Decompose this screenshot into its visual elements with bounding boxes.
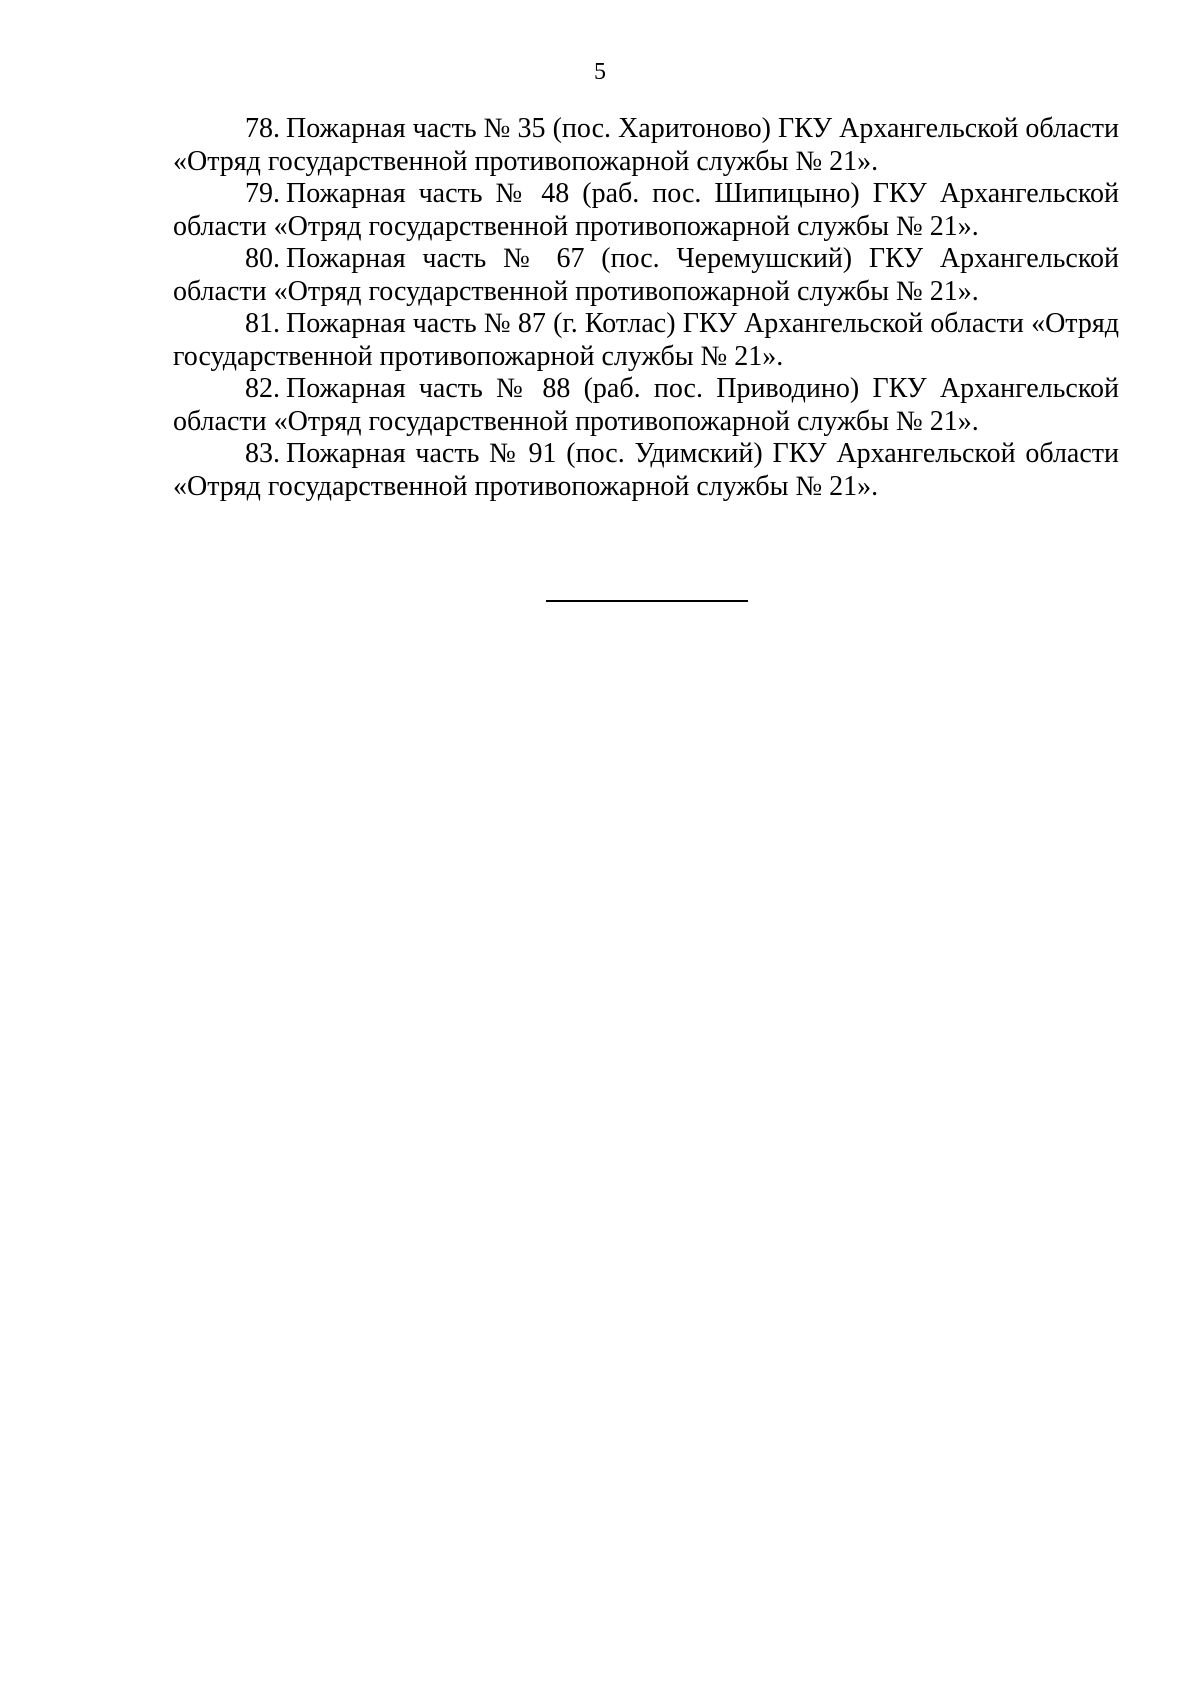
item-text: Пожарная часть № 48 (раб. пос. Шипицыно) ГКУ Архангельской области «Отряд государственной противопожарной службы № 21». xyxy=(173,178,1119,242)
list-item xyxy=(173,243,1119,308)
item-number: 79. xyxy=(245,178,280,209)
item-number: 81. xyxy=(245,308,280,339)
list-item xyxy=(173,308,1119,373)
list-item xyxy=(173,113,1119,178)
page-number: 5 xyxy=(594,59,606,85)
end-divider-line xyxy=(546,600,748,602)
list-item xyxy=(173,438,1119,503)
list-item xyxy=(173,178,1119,243)
item-text: Пожарная часть № 88 (раб. пос. Приводино) ГКУ Архангельской области «Отряд государственной противопожарной службы № 21». xyxy=(173,373,1119,437)
document-body xyxy=(173,113,1119,503)
list-item xyxy=(173,373,1119,438)
item-number: 83. xyxy=(245,438,280,469)
item-text: Пожарная часть № 35 (пос. Харитоново) ГКУ Архангельской области «Отряд государственной противопожарной службы № 21». xyxy=(173,113,1119,177)
item-text: Пожарная часть № 91 (пос. Удимский) ГКУ Архангельской области «Отряд государственной противопожарной службы № 21». xyxy=(173,438,1119,502)
item-text: Пожарная часть № 67 (пос. Черемушский) ГКУ Архангельской области «Отряд государственной противопожарной службы № 21». xyxy=(173,243,1119,307)
item-number: 82. xyxy=(245,373,280,404)
item-text: Пожарная часть № 87 (г. Котлас) ГКУ Архангельской области «Отряд государственной противопожарной службы № 21». xyxy=(173,308,1119,372)
item-number: 78. xyxy=(245,113,280,144)
item-number: 80. xyxy=(245,243,280,274)
